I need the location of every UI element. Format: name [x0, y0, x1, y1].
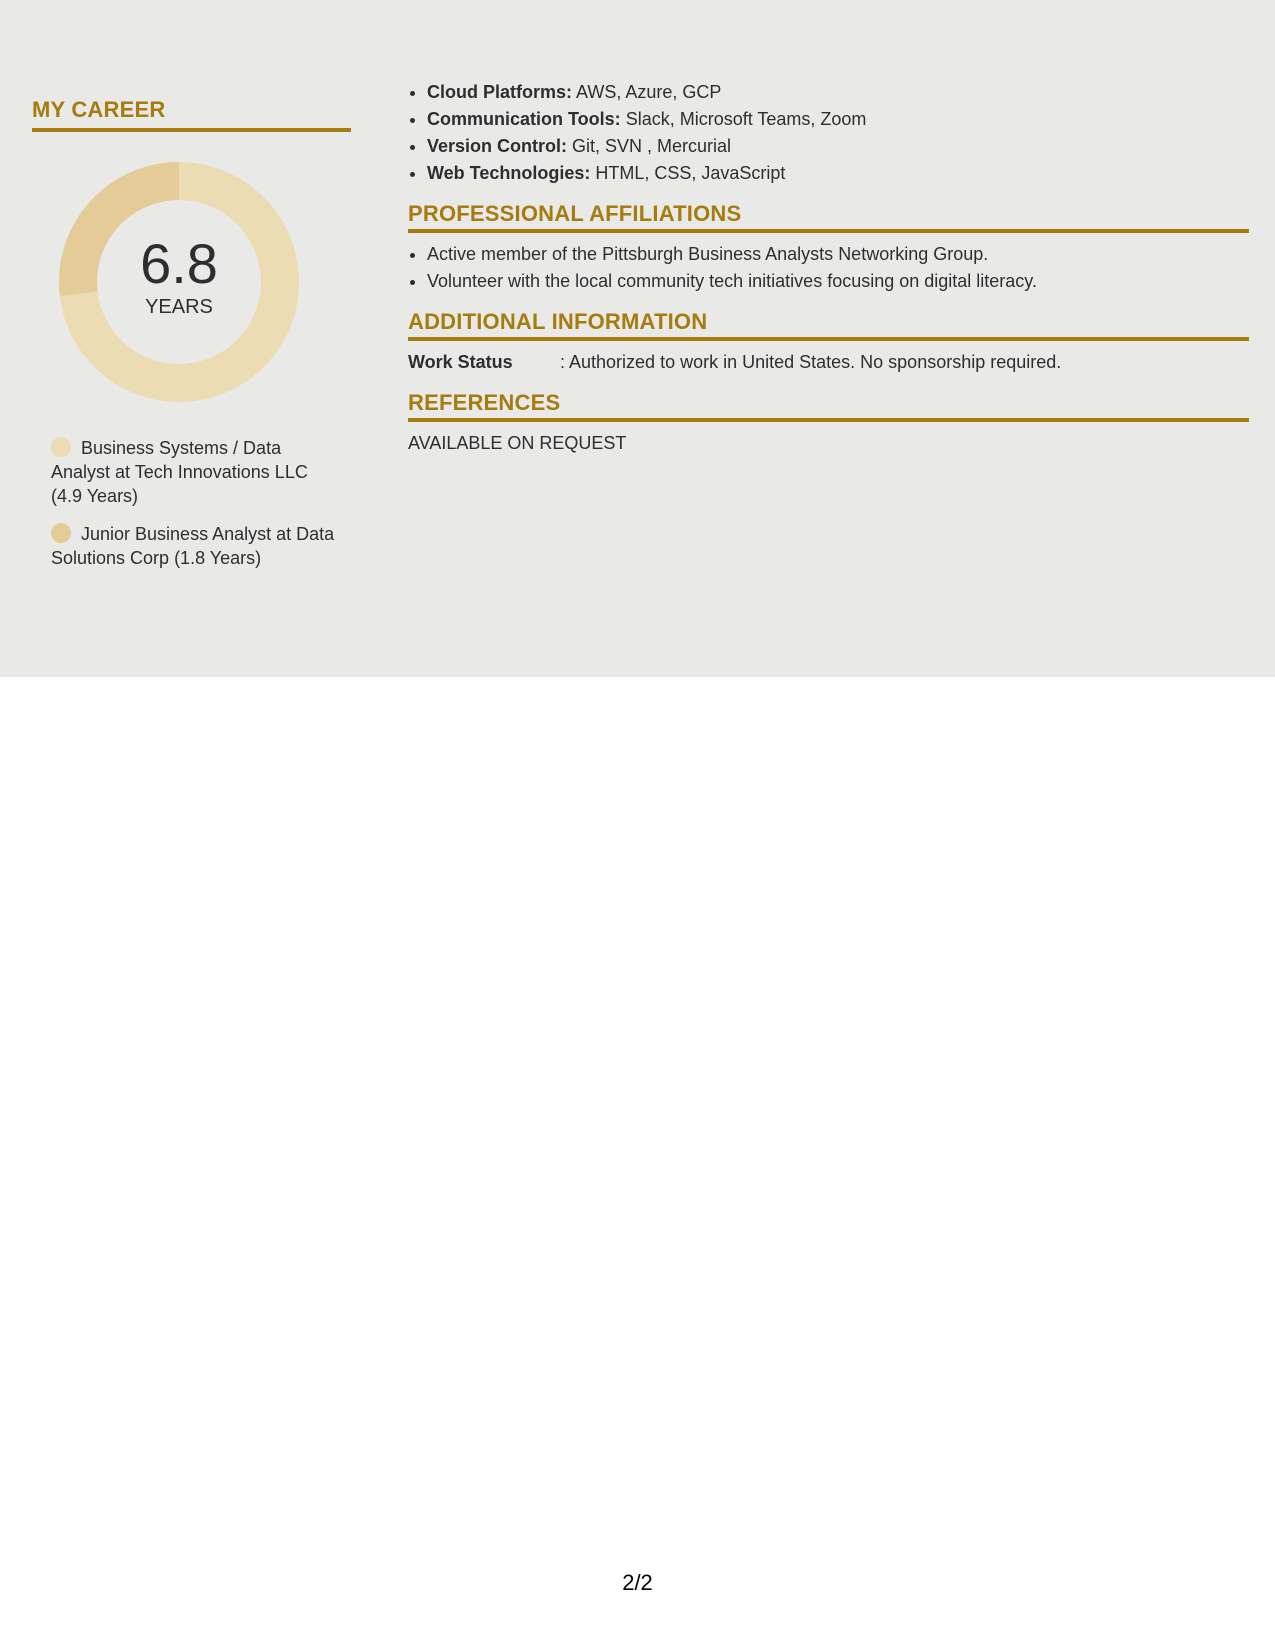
- skill-label: Web Technologies:: [427, 163, 591, 183]
- skill-value: AWS, Azure, GCP: [576, 82, 722, 102]
- references-text: AVAILABLE ON REQUEST: [408, 433, 627, 453]
- additional-info-section: [408, 308, 1249, 376]
- skill-value: HTML, CSS, JavaScript: [595, 163, 786, 183]
- skill-value: Git, SVN , Mercurial: [572, 136, 732, 156]
- legend-label: Junior Business Analyst at Data Solutions Corp (1.8 Years): [51, 524, 335, 568]
- skill-label: Communication Tools:: [427, 109, 621, 129]
- legend-item-tech-innovations: [51, 436, 341, 508]
- main-content: [408, 79, 1249, 457]
- donut-center: [59, 162, 299, 402]
- legend-item-data-solutions: [51, 522, 341, 570]
- references-rule: [408, 418, 1249, 422]
- skill-value: Slack, Microsoft Teams, Zoom: [625, 109, 867, 129]
- work-status-value: : Authorized to work in United States. No sponsorship required.: [560, 352, 1062, 372]
- references-section: [408, 389, 1249, 457]
- affiliations-rule: [408, 229, 1249, 233]
- list-item: [427, 79, 1249, 106]
- legend-dot-icon: [51, 523, 71, 543]
- skills-list: [408, 79, 1249, 187]
- legend-label: Business Systems / Data Analyst at Tech Innovations LLC (4.9 Years): [51, 438, 308, 506]
- total-years-unit: YEARS: [145, 296, 213, 318]
- career-sidebar: [32, 96, 351, 584]
- list-item: • Active member of the Pittsburgh Business Analysts Networking Group.: [427, 241, 1249, 268]
- skill-label: Version Control:: [427, 136, 568, 156]
- work-status-label: Work Status: [408, 352, 513, 372]
- affiliations-title: PROFESSIONAL AFFILIATIONS: [408, 201, 742, 226]
- work-status-row: [408, 349, 1249, 376]
- list-item: [427, 160, 1249, 187]
- career-donut-chart: [59, 162, 299, 402]
- page-number: 2/2: [622, 1570, 653, 1595]
- additional-info-rule: [408, 337, 1249, 341]
- list-item: [427, 106, 1249, 133]
- references-title: REFERENCES: [408, 390, 561, 415]
- list-item: [427, 133, 1249, 160]
- list-item: • Volunteer with the local community tech initiatives focusing on digital literacy.: [427, 268, 1249, 295]
- legend-dot-icon: [51, 437, 71, 457]
- career-title: MY CAREER: [32, 97, 166, 122]
- career-legend: [51, 436, 341, 570]
- additional-info-title: ADDITIONAL INFORMATION: [408, 309, 708, 334]
- skill-label: Cloud Platforms:: [427, 82, 573, 102]
- affiliations-section: [408, 200, 1249, 295]
- total-years-value: 6.8: [140, 232, 218, 295]
- career-title-rule: [32, 128, 351, 132]
- affiliations-list: [408, 241, 1249, 295]
